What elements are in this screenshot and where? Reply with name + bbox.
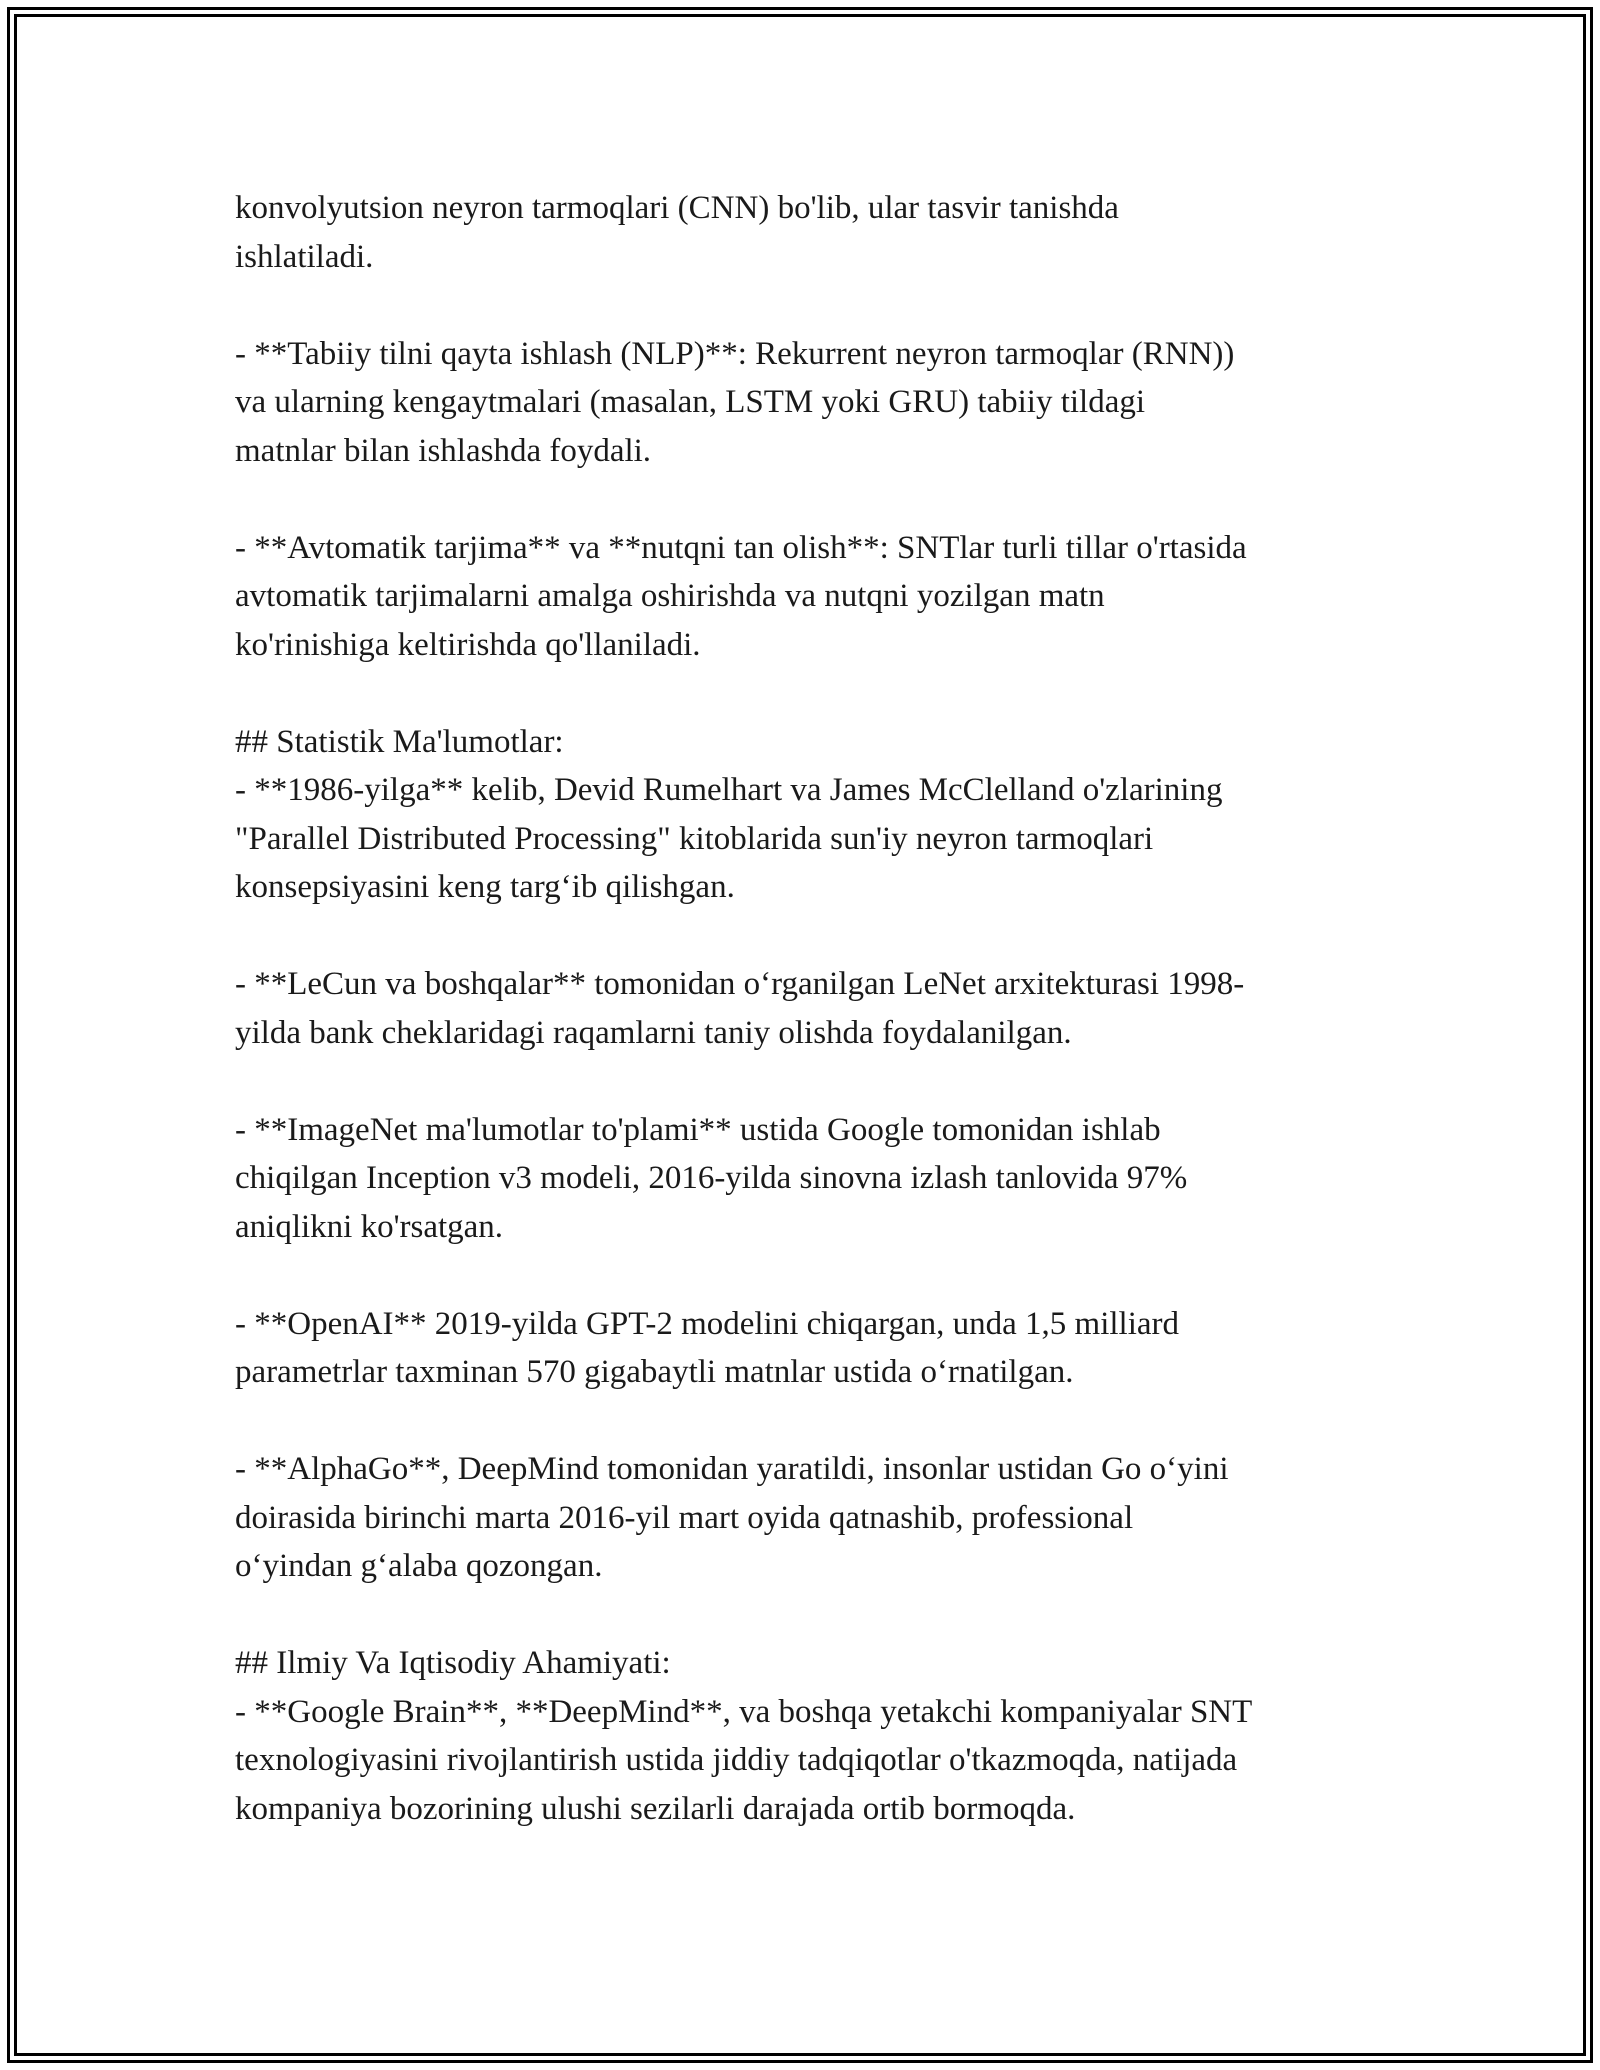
paragraph-gap [235, 281, 1375, 330]
text-line: texnologiyasini rivojlantirish ustida jiddiy tadqiqotlar o'tkazmoqda, natijada [235, 1742, 1238, 1778]
paragraph [235, 1300, 1375, 1397]
text-line: parametrlar taxminan 570 gigabaytli matnlar ustida o‘rnatilgan. [235, 1354, 1074, 1390]
paragraph [235, 960, 1375, 1057]
paragraph-gap [235, 1057, 1375, 1106]
paragraph [235, 330, 1375, 476]
text-line: - **Avtomatik tarjima** va **nutqni tan olish**: SNTlar turli tillar o'rtasida [235, 529, 1247, 566]
text-line: kompaniya bozorining ulushi sezilarli darajada ortib bormoqda. [235, 1790, 1076, 1827]
paragraph-gap [235, 1397, 1375, 1446]
text-line: ko'rinishiga keltirishda qo'llaniladi. [235, 626, 701, 663]
paragraph [235, 1106, 1375, 1252]
paragraph [235, 524, 1375, 670]
text-line: ishlatiladi. [235, 238, 374, 275]
paragraph-gap [235, 1251, 1375, 1300]
text-line: - **AlphaGo**, DeepMind tomonidan yaratildi, insonlar ustidan Go o‘yini [235, 1451, 1229, 1487]
text-line: "Parallel Distributed Processing" kitoblarida sun'iy neyron tarmoqlari [235, 820, 1154, 857]
paragraph-gap [235, 912, 1375, 961]
text-line: - **1986-yilga** kelib, Devid Rumelhart va James McClelland o'zlarining [235, 772, 1223, 808]
paragraph-gap [235, 669, 1375, 718]
paragraph [235, 1445, 1375, 1591]
text-line: yilda bank cheklaridagi raqamlarni taniy olishda foydalanilgan. [235, 1014, 1072, 1051]
paragraph [235, 718, 1375, 912]
paragraph-gap [235, 1591, 1375, 1640]
text-line: konvolyutsion neyron tarmoqlari (CNN) bo'lib, ular tasvir tanishda [235, 190, 1119, 226]
text-line: - **OpenAI** 2019-yilda GPT-2 modelini chiqargan, unda 1,5 milliard [235, 1305, 1180, 1342]
text-line: avtomatik tarjimalarni amalga oshirishda va nutqni yozilgan matn [235, 578, 1105, 614]
text-line: matnlar bilan ishlashda foydali. [235, 432, 652, 469]
text-line: va ularning kengaytmalari (masalan, LSTM yoki GRU) tabiiy tildagi [235, 384, 1146, 420]
text-line: konsepsiyasini keng targ‘ib qilishgan. [235, 869, 735, 905]
paragraph [235, 184, 1375, 281]
text-line: chiqilgan Inception v3 modeli, 2016-yilda sinovna izlash tanlovida 97% [235, 1160, 1188, 1196]
paragraph [235, 1639, 1375, 1833]
document-body [235, 184, 1375, 1833]
paragraph-gap [235, 475, 1375, 524]
text-line: ## Ilmiy Va Iqtisodiy Ahamiyati: [235, 1645, 671, 1681]
text-line: ## Statistik Ma'lumotlar: [235, 723, 564, 760]
text-line: - **Tabiiy tilni qayta ishlash (NLP)**: Rekurrent neyron tarmoqlar (RNN)) [235, 335, 1235, 372]
text-line: o‘yindan g‘alaba qozongan. [235, 1548, 603, 1584]
text-line: - **LeCun va boshqalar** tomonidan o‘rganilgan LeNet arxitekturasi 1998- [235, 966, 1245, 1002]
text-line: doirasida birinchi marta 2016-yil mart oyida qatnashib, professional [235, 1499, 1134, 1536]
text-line: - **ImageNet ma'lumotlar to'plami** ustida Google tomonidan ishlab [235, 1111, 1161, 1148]
text-line: aniqlikni ko'rsatgan. [235, 1208, 504, 1245]
text-line: - **Google Brain**, **DeepMind**, va boshqa yetakchi kompaniyalar SNT [235, 1693, 1253, 1730]
